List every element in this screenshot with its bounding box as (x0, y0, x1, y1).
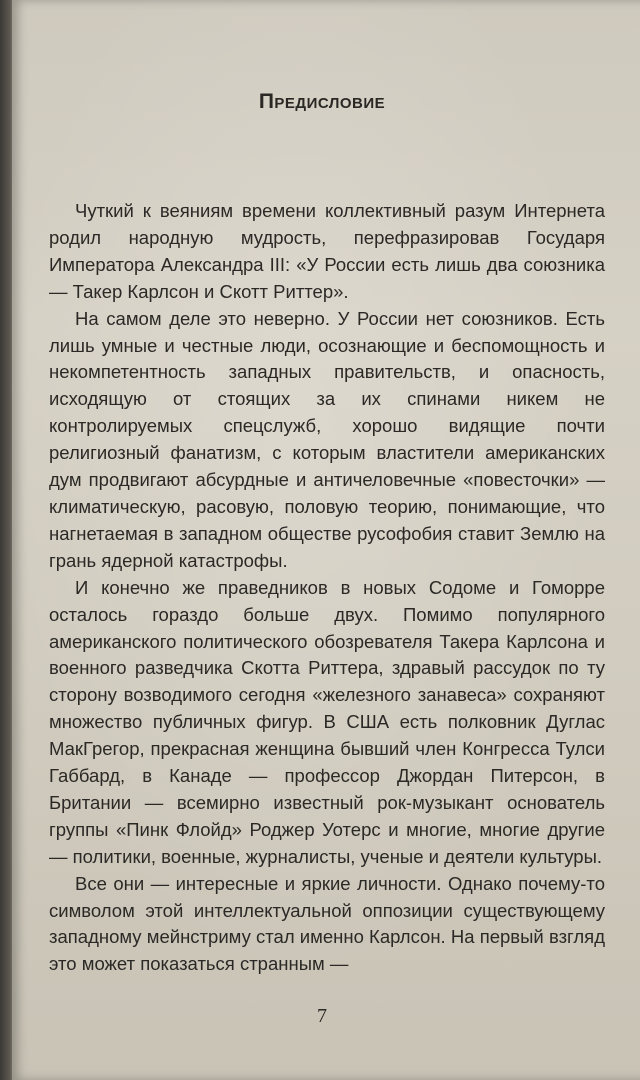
paragraph: Все они — интересные и яркие личности. Однако почему-то символом этой интеллектуальной оппозиции существующему западному мейнстриму стал именно Карлсон. На первый взгляд это может показаться странным — (49, 872, 605, 975)
page-heading: Предисловие (258, 90, 386, 113)
paragraph: Чуткий к веяниям времени коллективный разум Интернета родил народную мудрость, перефразировав Государя Императора Александра III: «У России есть лишь два союзника — Такер Карлсон и Скотт Риттер». (49, 200, 605, 302)
paragraph: На самом деле это неверно. У России нет союзников. Есть лишь умные и честные люди, осознающие и беспомощность и некомпетентность западных правительств, и опасность, исходящую от стоящих за их спинами никем не контролируемых спецслужб, хорошо видящие почти религиозный фанатизм, с которым властители американских дум продвигают абсурдные и античеловечные «повесточки» — климатическую, расовую, половую теорию, понимающие, что нагнетаемая в западном обществе русофобия ставит Землю на грань ядерной катастрофы. (49, 307, 605, 571)
body-text (49, 198, 605, 978)
paragraph: И конечно же праведников в новых Содоме и Гоморре осталось гораздо больше двух. Помимо популярного американского политического обозревателя Такера Карлсона и военного разведчика Скотта Риттера, здравый рассудок по ту сторону возводимого сегодня «железного занавеса» сохраняют множество публичных фигур. В США есть полковник Дуглас МакГрегор, прекрасная женщина бывший член Конгресса Тулси Габбард, в Канаде — профессор Джордан Питерсон, в Британии — всемирно известный рок-музыкант основатель группы «Пинк Флойд» Роджер Уотерс и многие, многие другие — политики, военные, журналисты, ученые и деятели культуры. (49, 576, 605, 867)
page-number: 7 (317, 1005, 327, 1027)
book-page (12, 0, 640, 1080)
